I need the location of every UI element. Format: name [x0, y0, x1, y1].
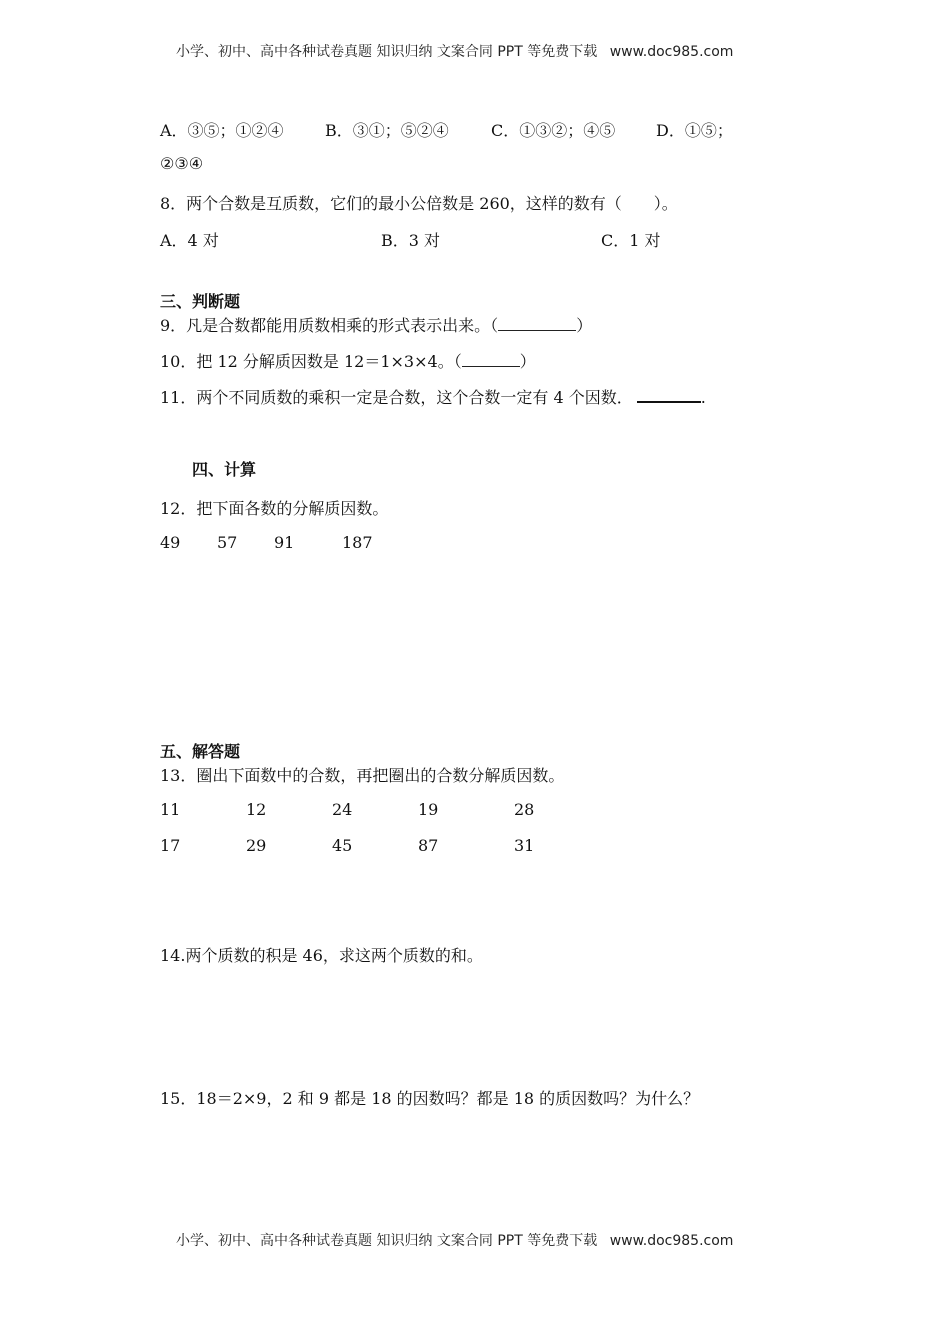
q13-number[interactable]: 28	[514, 800, 535, 819]
q11-text: 11．两个不同质数的乘积一定是合数，这个合数一定有 4 个因数．	[160, 388, 633, 407]
q10-text: 10．把 12 分解质因数是 12＝1×3×4。（	[160, 352, 462, 371]
q7-option-a: A．③⑤；①②④	[160, 121, 284, 140]
q13-number[interactable]: 31	[514, 836, 535, 855]
section-calculation-title: 四、计算	[192, 460, 257, 479]
q8-option-b: B．3 对	[381, 231, 441, 250]
q13-number[interactable]: 45	[332, 836, 353, 855]
q8-option-a: A．4 对	[160, 231, 219, 250]
q7-option-c: C．①③②；④⑤	[491, 121, 616, 140]
q11-end: .	[700, 388, 706, 407]
page-header	[176, 41, 733, 61]
q15-text: 15．18＝2×9，2 和 9 都是 18 的因数吗？都是 18 的质因数吗？为什么？	[160, 1089, 700, 1108]
q8-text: 8．两个合数是互质数，它们的最小公倍数是 260，这样的数有（ ）。	[160, 194, 678, 213]
footer-text: 小学、初中、高中各种试卷真题 知识归纳 文案合同 PPT 等免费下载	[176, 1233, 598, 1249]
q10-close: ）	[519, 352, 536, 371]
q14-text: 14.两个质数的积是 46，求这两个质数的和。	[160, 946, 483, 965]
q13-number[interactable]: 19	[418, 800, 439, 819]
footer-site-link[interactable]: www.doc985.com	[609, 1233, 734, 1249]
q10-answer-blank[interactable]	[462, 350, 520, 367]
q10	[160, 349, 536, 372]
q9-text: 9．凡是合数都能用质数相乘的形式表示出来。（	[160, 316, 499, 335]
q12-number: 91	[274, 533, 295, 552]
q12-number: 187	[342, 533, 373, 552]
q13-number[interactable]: 17	[160, 836, 181, 855]
q13-number[interactable]: 24	[332, 800, 353, 819]
section-answer-title: 五、解答题	[160, 742, 241, 761]
q9-close: ）	[576, 316, 593, 335]
q13-number[interactable]: 29	[246, 836, 267, 855]
q7-option-d-continued: ②③④	[160, 154, 204, 173]
q13-number[interactable]: 87	[418, 836, 439, 855]
q8-option-c: C．1 对	[601, 231, 661, 250]
q9-answer-blank[interactable]	[498, 314, 576, 331]
q12-number: 57	[217, 533, 238, 552]
page-footer	[176, 1230, 733, 1250]
q12-number: 49	[160, 533, 181, 552]
q11	[160, 385, 706, 408]
q13-text: 13．圈出下面数中的合数，再把圈出的合数分解质因数。	[160, 766, 565, 785]
header-text: 小学、初中、高中各种试卷真题 知识归纳 文案合同 PPT 等免费下载	[176, 44, 598, 60]
header-site-link[interactable]: www.doc985.com	[609, 44, 734, 60]
q7-option-b: B．③①；⑤②④	[325, 121, 449, 140]
q11-answer-blank[interactable]	[637, 385, 701, 403]
q13-number[interactable]: 12	[246, 800, 267, 819]
q12-text: 12．把下面各数的分解质因数。	[160, 499, 389, 518]
q13-number[interactable]: 11	[160, 800, 181, 819]
q9	[160, 313, 592, 336]
q7-option-d: D．①⑤；	[656, 121, 733, 140]
section-judgment-title: 三、判断题	[160, 292, 241, 311]
